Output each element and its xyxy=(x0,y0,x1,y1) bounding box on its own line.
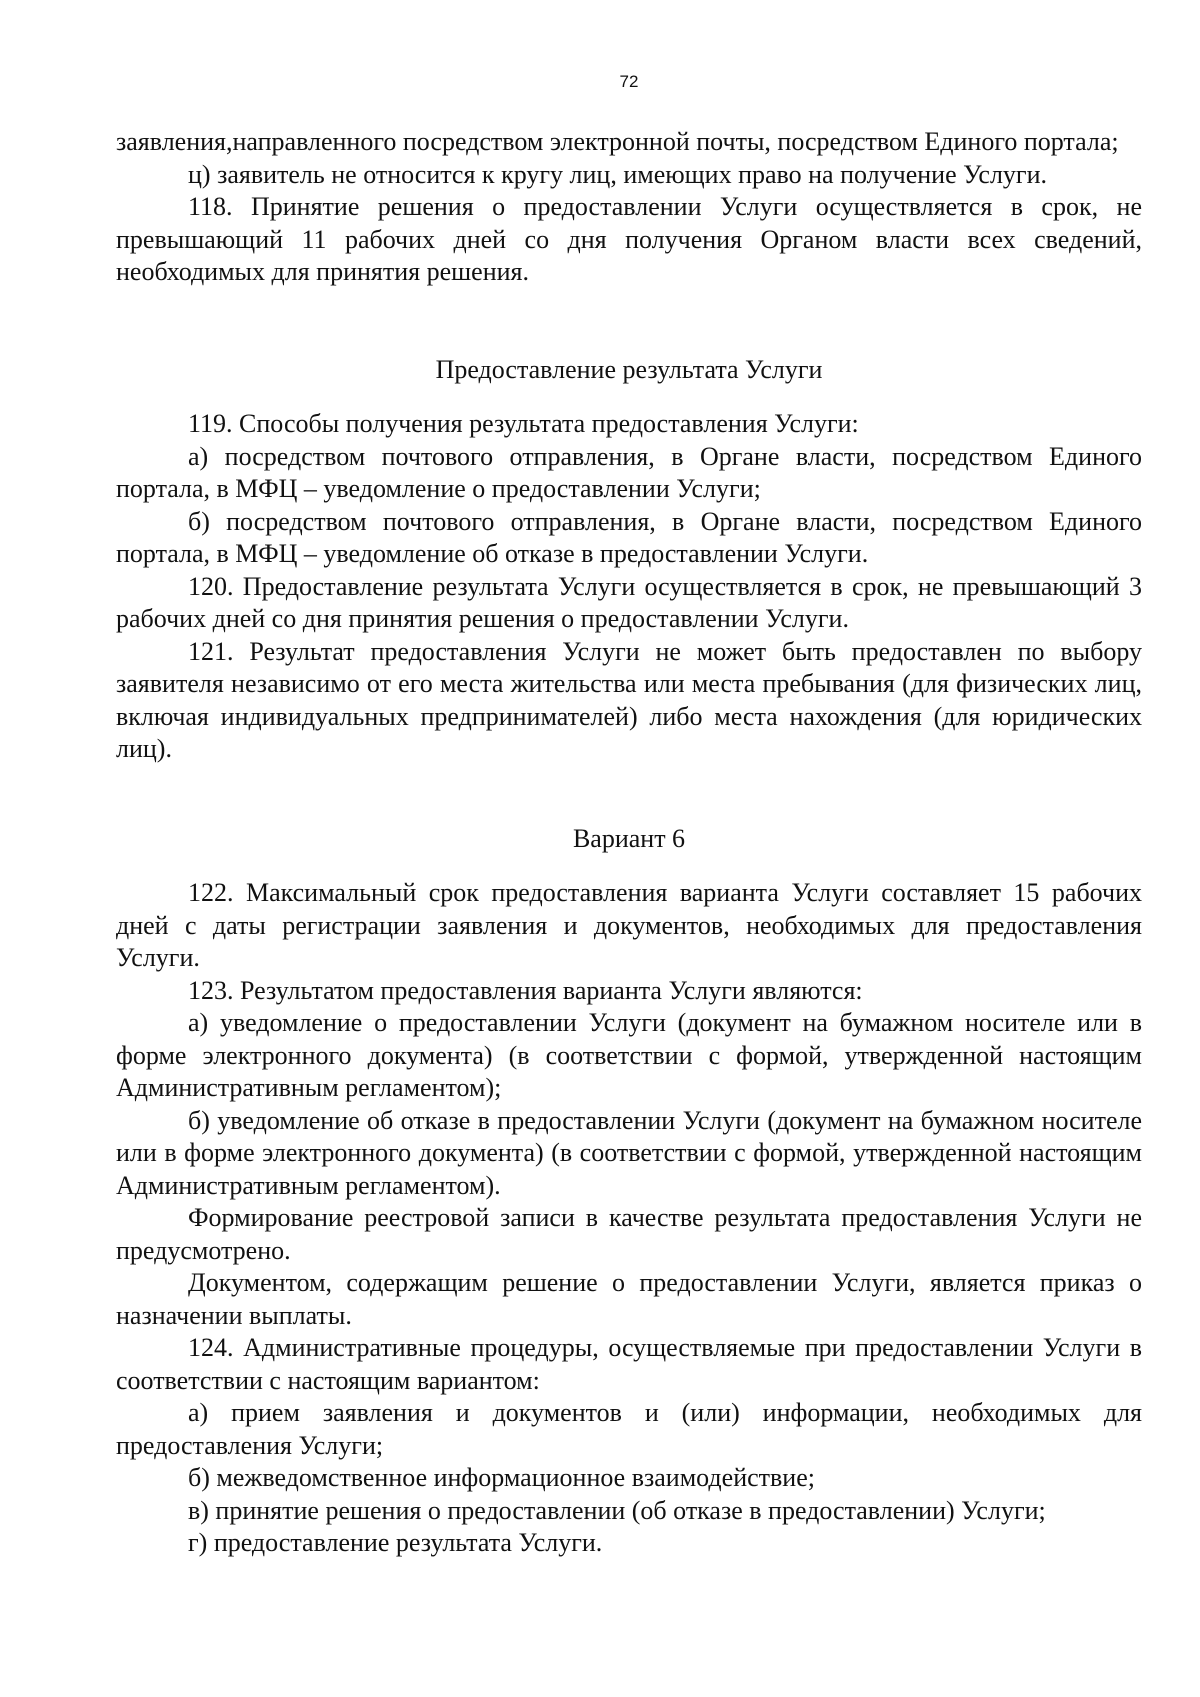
paragraph: 118. Принятие решения о предоставлении Услуги осуществляется в срок, не превышающий 11 рабочих дней со дня получения Органом власти всех сведений, необходимых для принятия решения. xyxy=(116,192,1142,286)
paragraph: 124. Административные процедуры, осуществляемые при предоставлении Услуги в соответствии с настоящим вариантом: xyxy=(116,1333,1142,1395)
paragraph: б) уведомление об отказе в предоставлении Услуги (документ на бумажном носителе или в форме электронного документа) (в соответствии с формой, утвержденной настоящим Административным регламентом). xyxy=(116,1105,1142,1200)
paragraph: 121. Результат предоставления Услуги не может быть предоставлен по выбору заявителя независимо от его места жительства или места пребывания (для физических лиц, включая индивидуальных предпринимателей) либо места нахождения (для юридических лиц). xyxy=(116,636,1142,763)
section-heading-result xyxy=(116,354,1142,387)
section-heading-variant xyxy=(116,823,1142,856)
paragraph: Формирование реестровой записи в качестве результата предоставления Услуги не предусмотрено. xyxy=(116,1203,1142,1265)
paragraph: 119. Способы получения результата предоставления Услуги: xyxy=(188,409,859,438)
paragraph: заявления,направленного посредством электронной почты, посредством Единого портала; xyxy=(116,127,1119,156)
section-heading: Вариант 6 xyxy=(572,824,686,853)
section-heading: Предоставление результата Услуги xyxy=(435,355,823,384)
text-block-result xyxy=(116,408,1142,766)
paragraph: Документом, содержащим решение о предоставлении Услуги, является приказ о назначении выплаты. xyxy=(116,1268,1142,1330)
paragraph: 122. Максимальный срок предоставления варианта Услуги составляет 15 рабочих дней с даты регистрации заявления и документов, необходимых для предоставления Услуги. xyxy=(116,878,1142,972)
paragraph: а) прием заявления и документов и (или) информации, необходимых для предоставления Услуги; xyxy=(116,1398,1142,1460)
text-block-variant xyxy=(116,877,1142,1560)
paragraph: 123. Результатом предоставления варианта Услуги являются: xyxy=(188,975,863,1005)
paragraph: б) посредством почтового отправления, в Органе власти, посредством Единого портала, в МФЦ – уведомление об отказе в предоставлении Услуги. xyxy=(116,506,1142,568)
paragraph: 120. Предоставление результата Услуги осуществляется в срок, не превышающий 3 рабочих дней со дня принятия решения о предоставлении Услуги. xyxy=(116,571,1142,633)
paragraph: г) предоставление результата Услуги. xyxy=(188,1528,603,1557)
paragraph: а) посредством почтового отправления, в Органе власти, посредством Единого портала, в МФЦ – уведомление о предоставлении Услуги; xyxy=(116,441,1142,503)
page-number: 72 xyxy=(619,72,639,91)
paragraph: а) уведомление о предоставлении Услуги (документ на бумажном носителе или в форме электронного документа) (в соответствии с формой, утвержденной настоящим Административным регламентом); xyxy=(116,1008,1142,1102)
paragraph: б) межведомственное информационное взаимодействие; xyxy=(188,1463,815,1492)
text-block-continuation xyxy=(116,126,1142,289)
paragraph: ц) заявитель не относится к кругу лиц, имеющих право на получение Услуги. xyxy=(188,159,1048,189)
paragraph: в) принятие решения о предоставлении (об отказе в предоставлении) Услуги; xyxy=(188,1495,1046,1525)
